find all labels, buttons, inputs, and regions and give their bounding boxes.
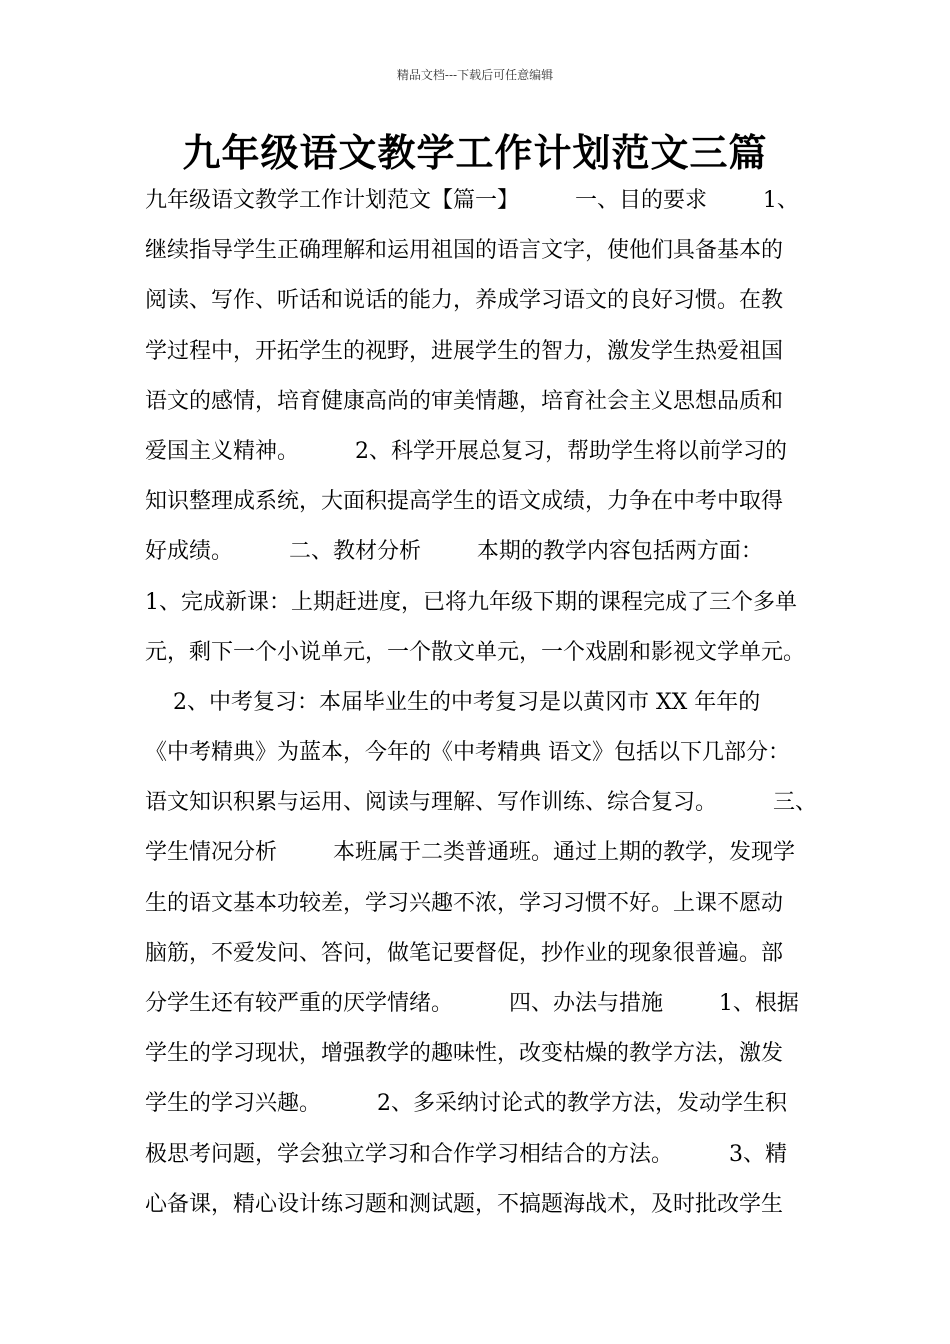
body-line: 知识整理成系统，大面积提高学生的语文成绩，力争在中考中取得 [145,489,784,515]
body-line: 学生情况分析 本班属于二类普通班。通过上期的教学，发现学 [145,840,795,866]
body-line: 《中考精典》为蓝本，今年的《中考精典 语文》包括以下几部分： [145,740,790,766]
body-line: 学过程中，开拓学生的视野，进展学生的智力，激发学生热爱祖国 [145,338,784,364]
body-line: 九年级语文教学工作计划范文【篇一】 一、目的要求 1、 [145,188,799,213]
body-line: 分学生还有较严重的厌学情绪。 四、办法与措施 1、根据 [145,991,799,1016]
body-line: 元，剩下一个小说单元，一个散文单元，一个戏剧和影视文学单元。 [145,639,806,665]
document-body [145,176,825,1230]
body-line: 心备课，精心设计练习题和测试题，不搞题海战术，及时批改学生 [145,1191,784,1217]
body-line: 继续指导学生正确理解和运用祖国的语言文字，使他们具备基本的 [145,238,784,264]
header-note: 精品文档---下载后可任意编辑 [396,68,554,82]
body-line: 学生的学习现状，增强教学的趣味性，改变枯燥的教学方法，激发 [145,1041,784,1067]
body-line: 语文知识积累与运用、阅读与理解、写作训练、综合复习。 三、 [145,790,817,816]
body-line: 学生的学习兴趣。 2、多采纳讨论式的教学方法，发动学生积 [145,1091,787,1117]
body-line: 爱国主义精神。 2、科学开展总复习，帮助学生将以前学习的 [145,438,787,464]
body-line: 阅读、写作、听话和说话的能力，养成学习语文的良好习惯。在教 [145,288,784,314]
body-line: 极思考问题，学会独立学习和合作学习相结合的方法。 3、精 [145,1141,787,1167]
body-line: 好成绩。 二、教材分析 本期的教学内容包括两方面： [145,539,763,565]
body-line: 生的语文基本功较差，学习兴趣不浓，学习习惯不好。上课不愿动 [145,890,784,916]
body-line: 2、中考复习：本届毕业生的中考复习是以黄冈市 XX 年年的 [145,689,761,715]
document-title: 九年级语文教学工作计划范文三篇 [182,130,768,175]
body-line: 1、完成新课：上期赶进度，已将九年级下期的课程完成了三个多单 [145,589,797,615]
body-line: 脑筋，不爱发问、答问，做笔记要督促，抄作业的现象很普遍。部 [145,940,784,966]
body-line: 语文的感情，培育健康高尚的审美情趣，培育社会主义思想品质和 [145,388,784,414]
